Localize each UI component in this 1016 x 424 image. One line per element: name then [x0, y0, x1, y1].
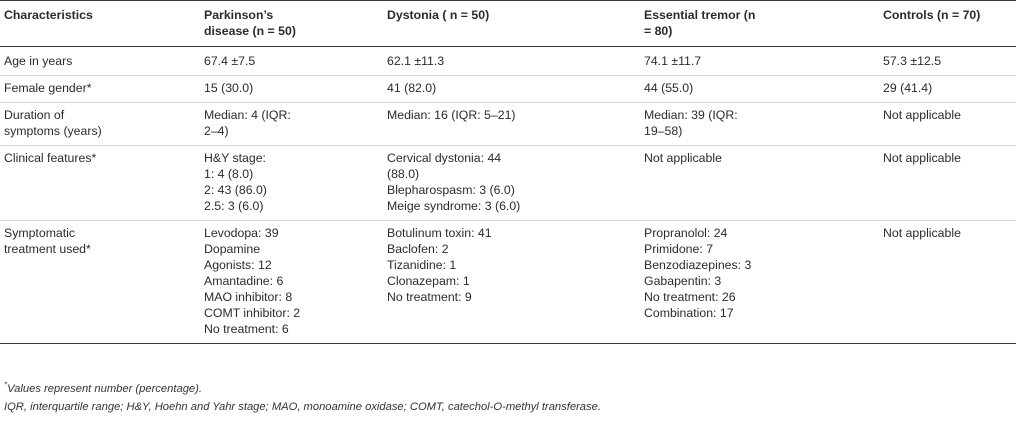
cell-text-line: 29 (41.4)	[883, 81, 933, 95]
table-cell	[879, 146, 1016, 221]
table-cell	[879, 103, 1016, 146]
cell-text-line: Age in years	[4, 54, 73, 68]
table-cell	[383, 47, 640, 76]
table-cell	[200, 103, 383, 146]
header-text-line: Essential tremor (n	[644, 8, 756, 22]
header-row	[0, 1, 1016, 47]
cell-text-line: MAO inhibitor: 8	[204, 290, 293, 304]
cell-text-line: No treatment: 26	[644, 290, 736, 304]
footnote-abbreviations: IQR, interquartile range; H&Y, Hoehn and Yahr stage; MAO, monoamine oxidase; COMT, catechol-O-methyl transferase.	[4, 401, 601, 413]
cell-text-line: treatment used*	[4, 242, 91, 256]
cell-text-line: Blepharospasm: 3 (6.0)	[387, 183, 515, 197]
table-cell	[640, 76, 879, 103]
table-cell	[383, 76, 640, 103]
cell-text-line: 1: 4 (8.0)	[204, 167, 254, 181]
cell-text-line: Female gender*	[4, 81, 92, 95]
cell-text-line: Dopamine	[204, 242, 261, 256]
footnote-values	[4, 380, 1004, 398]
table-cell	[879, 221, 1016, 344]
table-cell	[879, 47, 1016, 76]
cell-text-line: Not applicable	[644, 151, 722, 165]
table-row	[0, 76, 1016, 103]
cell-text-line: Not applicable	[883, 151, 961, 165]
row-label-cell	[0, 221, 200, 344]
footnote-values-text: Values represent number (percentage).	[7, 383, 202, 395]
cell-text-line: Clonazepam: 1	[387, 274, 470, 288]
cell-text-line: Levodopa: 39	[204, 226, 279, 240]
cell-text-line: Median: 39 (IQR:	[644, 108, 738, 122]
header-text-line: Parkinson’s	[204, 8, 274, 22]
table-cell	[640, 221, 879, 344]
table-cell	[200, 146, 383, 221]
row-label-cell	[0, 103, 200, 146]
row-label-cell	[0, 76, 200, 103]
table-cell	[200, 76, 383, 103]
table-cell	[383, 103, 640, 146]
table-header	[0, 1, 1016, 47]
cell-text-line: Duration of	[4, 108, 65, 122]
cell-text-line: Symptomatic	[4, 226, 76, 240]
cell-text-line: 57.3 ±12.5	[883, 54, 942, 68]
cell-text-line: Propranolol: 24	[644, 226, 728, 240]
table-cell	[383, 221, 640, 344]
cell-text-line: Not applicable	[883, 108, 961, 122]
cell-text-line: 2.5: 3 (6.0)	[204, 199, 264, 213]
column-header	[0, 1, 200, 47]
header-text-line: Dystonia ( n = 50)	[387, 8, 490, 22]
table-body	[0, 47, 1016, 344]
table-row	[0, 47, 1016, 76]
table-cell	[640, 103, 879, 146]
cell-text-line: 74.1 ±11.7	[644, 54, 702, 68]
cell-text-line: 15 (30.0)	[204, 81, 254, 95]
cell-text-line: No treatment: 6	[204, 322, 289, 336]
header-text-line: Characteristics	[4, 8, 93, 22]
table-cell	[879, 76, 1016, 103]
column-header	[879, 1, 1016, 47]
header-text-line: disease (n = 50)	[204, 24, 296, 38]
cell-text-line: 2: 43 (86.0)	[204, 183, 267, 197]
row-label-cell	[0, 146, 200, 221]
cell-text-line: (88.0)	[387, 167, 420, 181]
cell-text-line: Amantadine: 6	[204, 274, 284, 288]
cell-text-line: Benzodiazepines: 3	[644, 258, 752, 272]
footnotes	[4, 380, 1004, 416]
cell-text-line: 41 (82.0)	[387, 81, 437, 95]
header-text-line: = 80)	[644, 24, 673, 38]
table-cell	[200, 47, 383, 76]
column-header	[640, 1, 879, 47]
table-cell	[640, 146, 879, 221]
table-cell	[383, 146, 640, 221]
cell-text-line: Median: 4 (IQR:	[204, 108, 291, 122]
table-cell	[640, 47, 879, 76]
cell-text-line: Cervical dystonia: 44	[387, 151, 502, 165]
table-row	[0, 103, 1016, 146]
cell-text-line: No treatment: 9	[387, 290, 472, 304]
table-row	[0, 221, 1016, 344]
cell-text-line: 2–4)	[204, 124, 229, 138]
cell-text-line: 44 (55.0)	[644, 81, 694, 95]
cell-text-line: Clinical features*	[4, 151, 97, 165]
cell-text-line: Tizanidine: 1	[387, 258, 457, 272]
cell-text-line: 67.4 ±7.5	[204, 54, 256, 68]
cell-text-line: Median: 16 (IQR: 5–21)	[387, 108, 516, 122]
cell-text-line: Agonists: 12	[204, 258, 272, 272]
cell-text-line: Not applicable	[883, 226, 961, 240]
row-label-cell	[0, 47, 200, 76]
cell-text-line: Gabapentin: 3	[644, 274, 722, 288]
cell-text-line: Combination: 17	[644, 306, 734, 320]
cell-text-line: COMT inhibitor: 2	[204, 306, 301, 320]
column-header	[200, 1, 383, 47]
table-row	[0, 146, 1016, 221]
cell-text-line: symptoms (years)	[4, 124, 102, 138]
cell-text-line: 19–58)	[644, 124, 683, 138]
cell-text-line: H&Y stage:	[204, 151, 266, 165]
header-text-line: Controls (n = 70)	[883, 8, 981, 22]
cell-text-line: Baclofen: 2	[387, 242, 449, 256]
footnote-marker: *	[4, 380, 8, 390]
cell-text-line: Botulinum toxin: 41	[387, 226, 492, 240]
cell-text-line: Primidone: 7	[644, 242, 714, 256]
column-header	[383, 1, 640, 47]
table-cell	[200, 221, 383, 344]
cell-text-line: Meige syndrome: 3 (6.0)	[387, 199, 521, 213]
cell-text-line: 62.1 ±11.3	[387, 54, 445, 68]
